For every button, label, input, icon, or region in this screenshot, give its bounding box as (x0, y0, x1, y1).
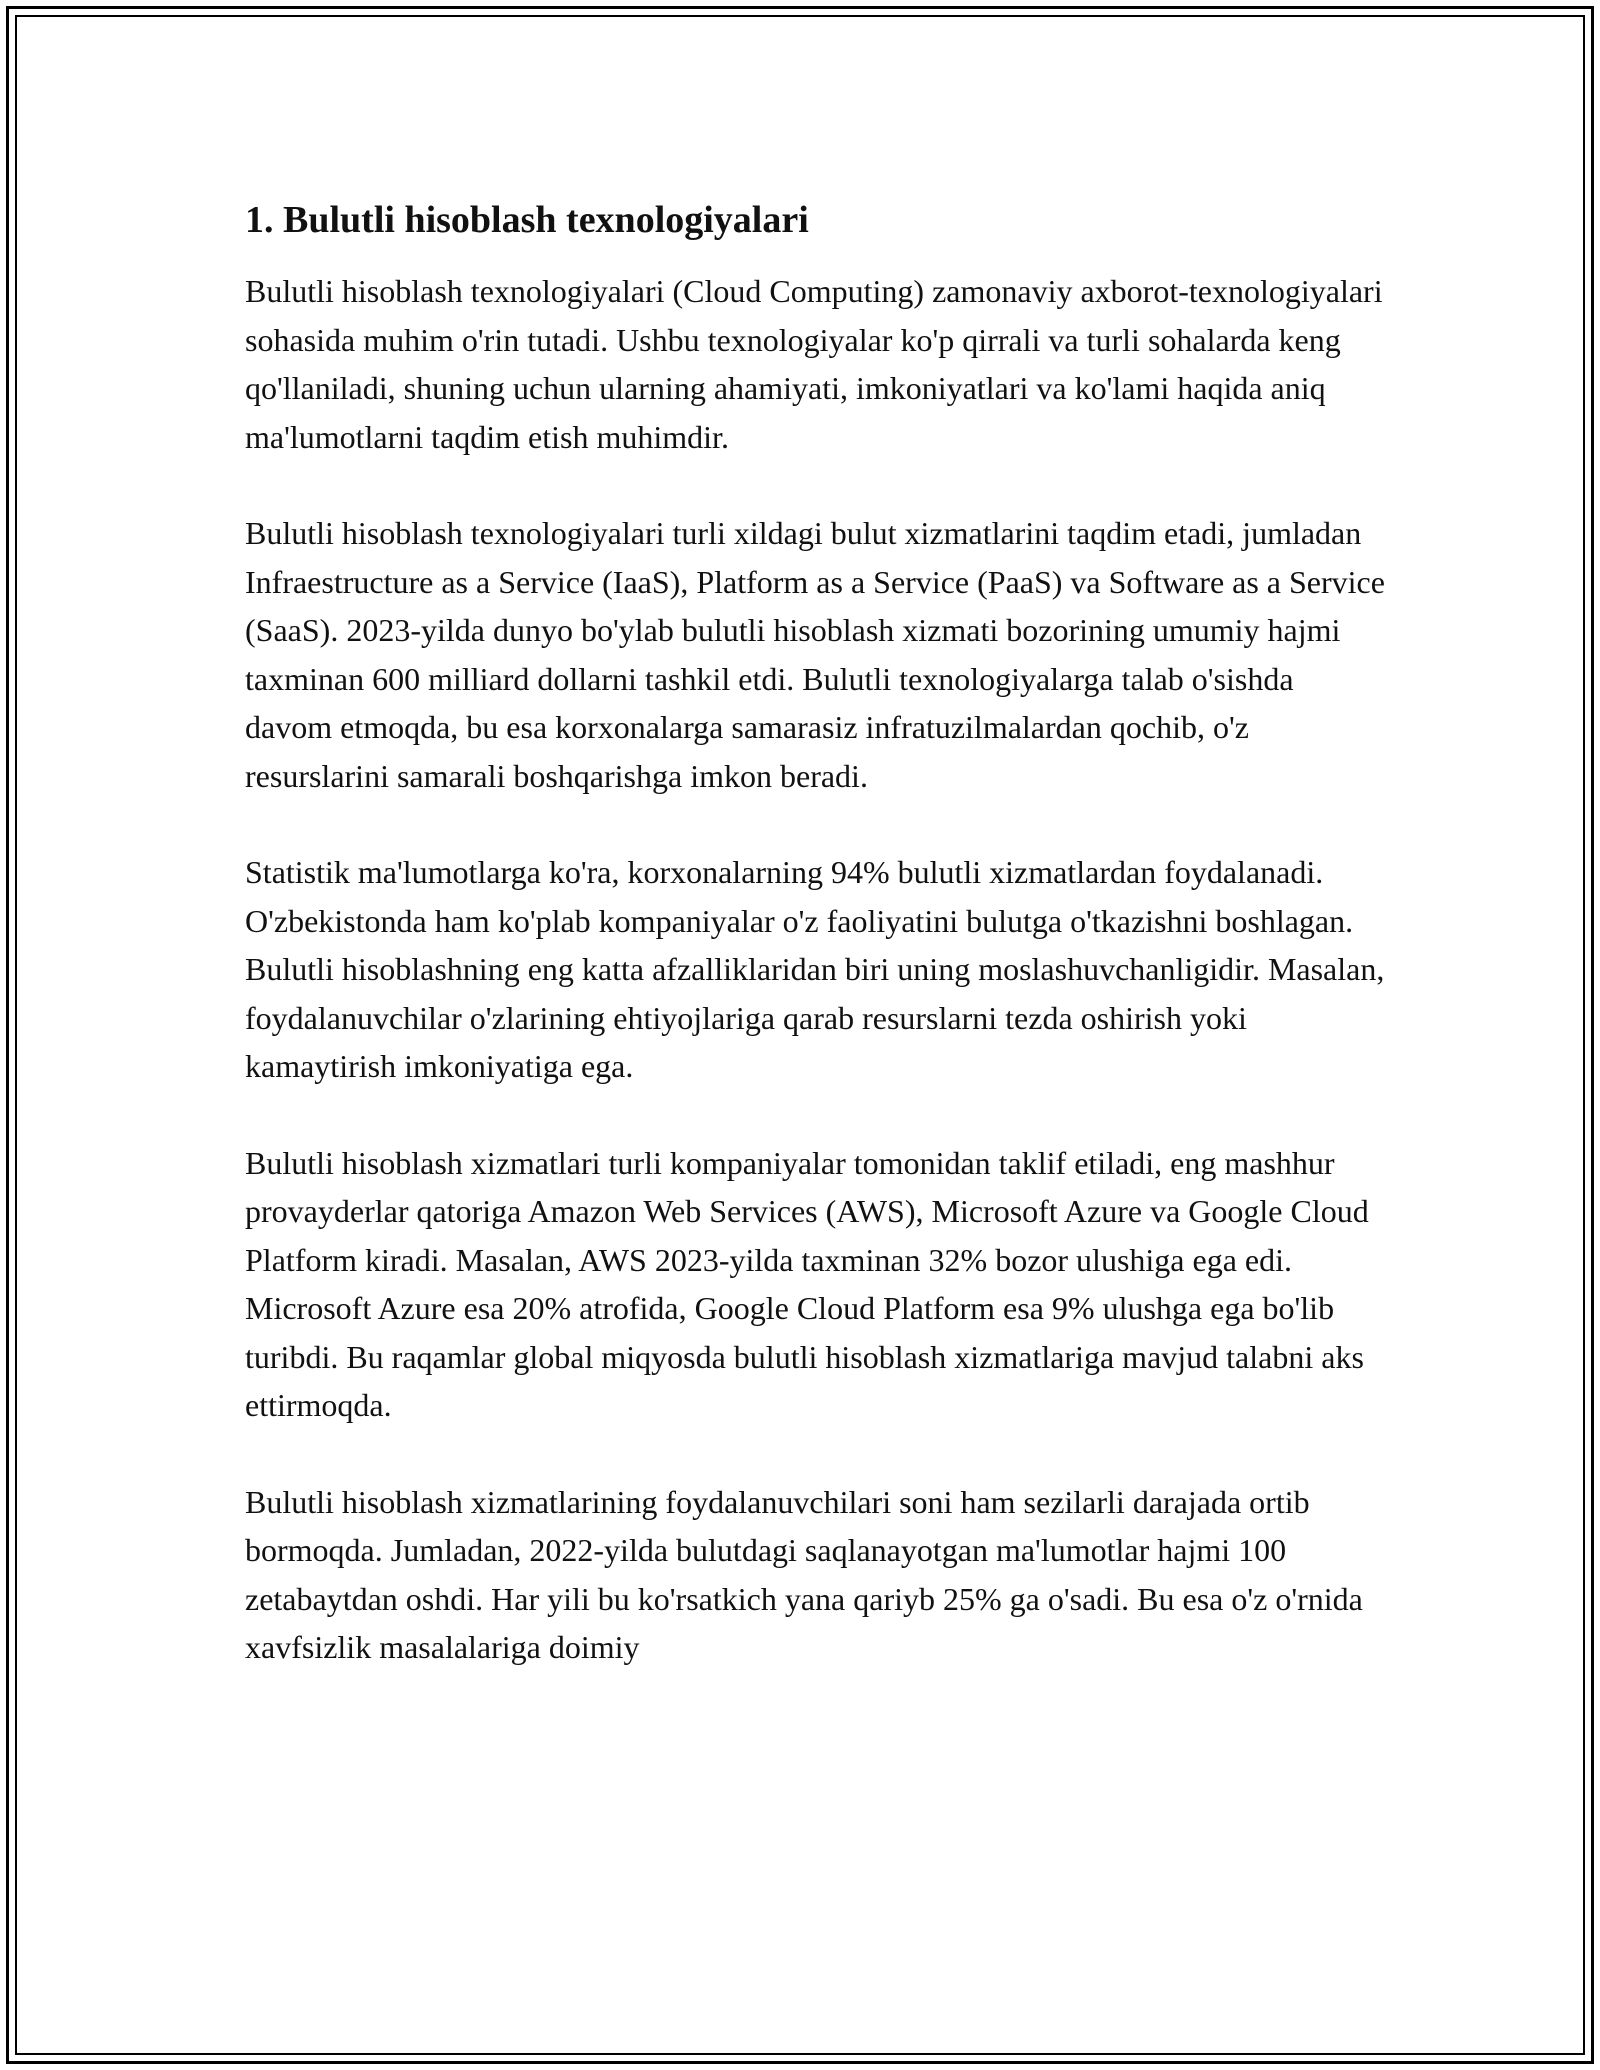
document-body (245, 195, 1385, 1672)
page-frame (6, 6, 1594, 2064)
section-heading: 1. Bulutli hisoblash texnologiyalari (245, 199, 809, 241)
paragraph-service-models: Bulutli hisoblash texnologiyalari turli xildagi bulut xizmatlarini taqdim etadi, jumladan Infraestructure as a Service (IaaS), Platform as a Service (PaaS) va Software as a Service (SaaS). 2023-yilda dunyo bo'ylab bulutli hisoblash xizmati bozorining umumiy hajmi taxminan 600 milliard dollarni tashkil etdi. Bulutli texnologiyalarga talab o'sishda davom etmoqda, bu esa korxonalarga samarasiz infratuzilmalardan qochib, o'z resurslarini samarali boshqarishga imkon beradi. (245, 515, 1385, 794)
paragraph-statistics: Statistik ma'lumotlarga ko'ra, korxonalarning 94% bulutli xizmatlardan foydalanadi. O'zbekistonda ham ko'plab kompaniyalar o'z faoliyatini bulutga o'tkazishni boshlagan. Bulutli hisoblashning eng katta afzalliklaridan biri uning moslashuvchanligidir. Masalan, foydalanuvchilar o'zlarining ehtiyojlariga qarab resurslarni tezda oshirish yoki kamaytirish imkoniyatiga ega. (245, 854, 1385, 1084)
paragraph-providers: Bulutli hisoblash xizmatlari turli kompaniyalar tomonidan taklif etiladi, eng mashhur provayderlar qatoriga Amazon Web Services (AWS), Microsoft Azure va Google Cloud Platform kiradi. Masalan, AWS 2023-yilda taxminan 32% bozor ulushiga ega edi. Microsoft Azure esa 20% atrofida, Google Cloud Platform esa 9% ulushga ega bo'lib turibdi. Bu raqamlar global miqyosda bulutli hisoblash xizmatlariga mavjud talabni aks ettirmoqda. (245, 1144, 1369, 1423)
paragraph-intro: Bulutli hisoblash texnologiyalari (Cloud Computing) zamonaviy axborot-texnologiyalari sohasida muhim o'rin tutadi. Ushbu texnologiyalar ko'p qirrali va turli sohalarda keng qo'llaniladi, shuning uchun ularning ahamiyati, imkoniyatlari va ko'lami haqida aniq ma'lumotlarni taqdim etish muhimdir. (245, 273, 1383, 455)
paragraph-user-growth: Bulutli hisoblash xizmatlarining foydalanuvchilari soni ham sezilarli darajada ortib bormoqda. Jumladan, 2022-yilda bulutdagi saqlanayotgan ma'lumotlar hajmi 100 zetabaytdan oshdi. Har yili bu ko'rsatkich yana qariyb 25% ga o'sadi. Bu esa o'z o'rnida xavfsizlik masalalariga doimiy (245, 1483, 1363, 1665)
